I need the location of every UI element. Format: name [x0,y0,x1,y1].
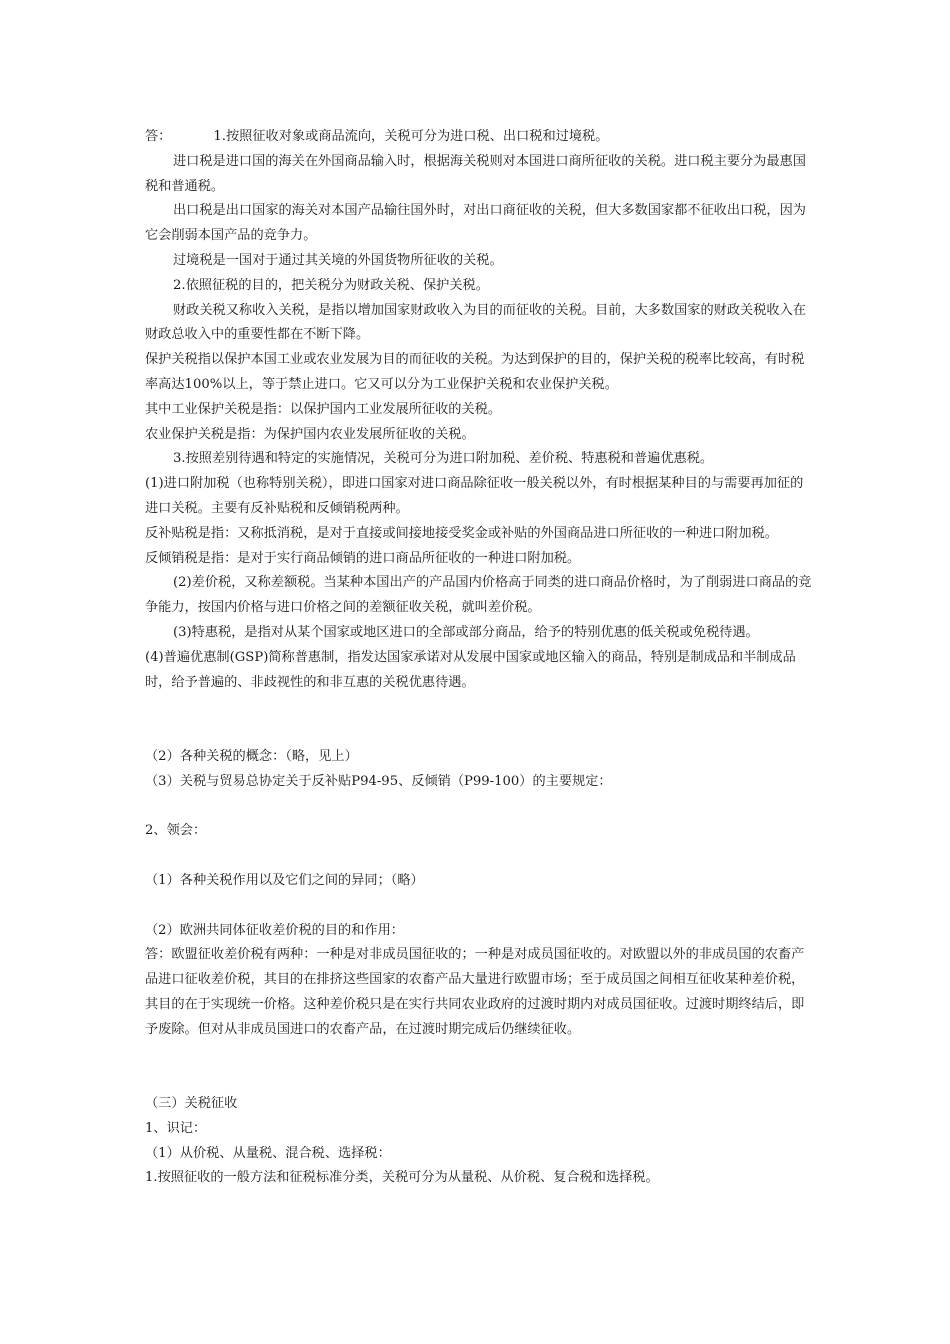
answer-line-1 [145,125,815,150]
spacer [145,844,815,869]
export-tax-paragraph: 出口税是出口国家的海关对本国产品输往国外时，对出口商征收的关税，但大多数国家都不征收出口税，因为它会削弱本国产品的竞争力。 [145,203,806,244]
ec-levy-heading: （2）欧洲共同体征收差价税的目的和作用： [145,922,404,938]
tariff-functions-heading: （1）各种关税作用以及它们之间的异同；（略） [145,872,424,888]
tariff-collection-heading: （三）关税征收 [145,1096,238,1112]
concepts-heading: （2）各种关税的概念：（略，见上） [145,748,358,764]
gatt-provisions-heading: （3）关税与贸易总协定关于反补贴P94-95、反倾销（P99-100）的主要规定： [145,773,612,789]
countervailing-duty-paragraph: 反补贴税是指：又称抵消税，是对于直接或间接地接受奖金或补贴的外国商品进口所征收的一种进口附加税。 [145,525,778,541]
understanding-heading: 2、领会： [145,823,207,839]
tax-types-heading: （1）从价税、从量税、混合税、选择税： [145,1145,391,1161]
industrial-protection-paragraph: 其中工业保护关税是指：以保护国内工业发展所征收的关税。 [145,401,502,417]
protective-tariff-paragraph: 保护关税指以保护本国工业或农业发展为目的而征收的关税。为达到保护的目的，保护关税的税率比较高，有时税率高达100%以上，等于禁止进口。它又可以分为工业保护关税和农业保护关税。 [145,352,805,392]
transit-tax-paragraph: 过境税是一国对于通过其关境的外国货物所征收的关税。 [173,252,503,268]
classification-by-flow: 1.按照征收对象或商品流向，关税可分为进口税、出口税和过境税。 [213,129,609,144]
classification-by-purpose: 2.依照征税的目的，把关税分为财政关税、保护关税。 [173,277,489,293]
ec-levy-answer: 答：欧盟征收差价税有两种：一种是对非成员国征收的；一种是对成员国征收的。对欧盟以外的非成员国的农畜产品进口征收差价税，其目的在排挤这些国家的农畜产品大量进行欧盟市场；至于成员国之间相互征收某种差价税，其目的在于实现统一价格。这种差价税只是在实行共同农业政府的过渡时期内对成员国征收。过渡时期终结后，即予废除。但对从非成员国进口的农畜产品，在过渡时期完成后仍继续征收。 [145,947,805,1037]
spacer [145,1042,815,1092]
preferential-duty-paragraph: (3)特惠税，是指对从某个国家或地区进口的全部或部分商品，给予的特别优惠的低关税或免税待遇。 [173,624,759,640]
spacer [145,795,815,820]
import-surtax-paragraph: (1)进口附加税（也称特别关税），即进口国家对进口商品除征收一般关税以外，有时根据某种目的与需要再加征的进口关税。主要有反补贴税和反倾销税两种。 [145,476,804,516]
document-page [145,125,815,1191]
gsp-paragraph: (4)普遍优惠制(GSP)简称普惠制，指发达国家承诺对从发展中国家或地区输入的商品，特别是制成品和半制成品时，给予普遍的、非歧视性的和非互惠的关税优惠待遇。 [145,649,796,690]
anti-dumping-paragraph: 反倾销税是指：是对于实行商品倾销的进口商品所征收的一种进口附加税。 [145,550,581,566]
variable-levy-paragraph: (2)差价税，又称差额税。当某种本国出产的产品国内价格高于同类的进口商品价格时，为了削弱进口商品的竞争能力，按国内价格与进口价格之间的差额征收关税，就叫差价税。 [145,575,812,616]
spacer [145,894,815,919]
agricultural-protection-paragraph: 农业保护关税是指：为保护国内农业发展所征收的关税。 [145,426,475,442]
memorize-heading: 1、识记： [145,1120,207,1136]
revenue-tariff-paragraph: 财政关税又称收入关税，是指以增加国家财政收入为目的而征收的关税。目前，大多数国家的财政关税收入在财政总收入中的重要性都在不断下降。 [145,302,806,343]
answer-prefix: 答： [145,129,172,144]
import-tax-paragraph: 进口税是进口国的海关在外国商品输入时，根据海关税则对本国进口商所征收的关税。进口税主要分为最惠国税和普通税。 [145,153,806,194]
classification-by-method: 1.按照征收的一般方法和征税标准分类，关税可分为从量税、从价税、复合税和选择税。 [145,1170,659,1186]
spacer [145,695,815,745]
classification-by-treatment: 3.按照差别待遇和特定的实施情况，关税可分为进口附加税、差价税、特惠税和普遍优惠税。 [173,451,714,467]
